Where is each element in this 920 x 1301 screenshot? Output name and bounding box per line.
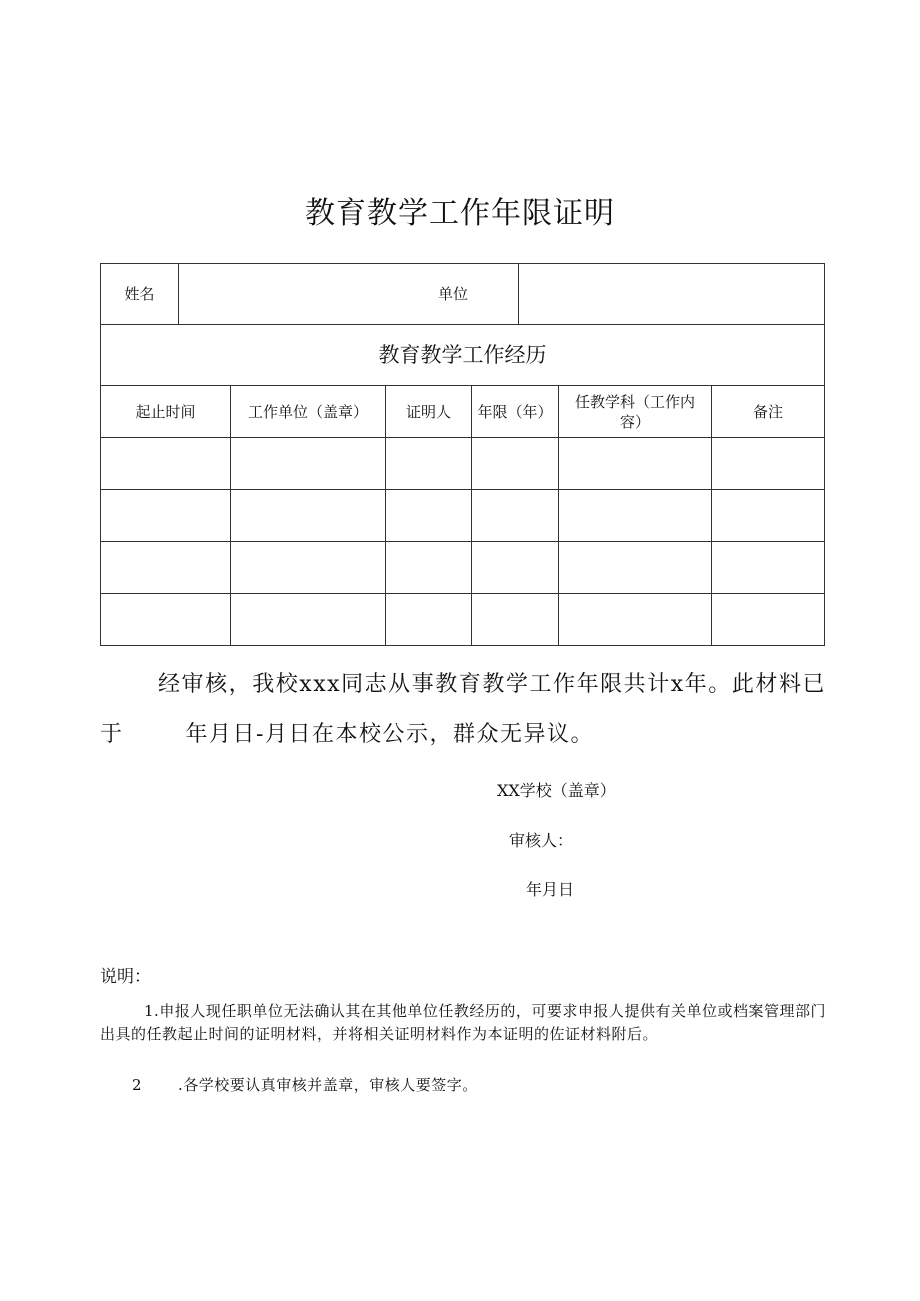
note-item-2 [100, 1074, 826, 1097]
table-cell[interactable] [712, 438, 825, 490]
section-heading: 教育教学工作经历 [101, 325, 825, 386]
info-row [101, 264, 825, 325]
table-cell[interactable] [386, 594, 472, 646]
header-cell: 任教学科（工作内容） [559, 386, 712, 438]
table-cell[interactable] [386, 542, 472, 594]
table-cell[interactable] [559, 490, 712, 542]
table-row [101, 594, 825, 646]
table-cell[interactable] [559, 542, 712, 594]
table-cell[interactable] [386, 438, 472, 490]
table-cell[interactable] [559, 594, 712, 646]
table-cell[interactable] [231, 438, 386, 490]
table-cell[interactable] [231, 594, 386, 646]
reviewer-line: 审核人： [509, 831, 574, 850]
header-cell: 年限（年） [472, 386, 559, 438]
header-cell: 备注 [712, 386, 825, 438]
name-field[interactable] [179, 264, 519, 324]
header-cell: 工作单位（盖章） [231, 386, 386, 438]
note-item-1: 1.申报人现任职单位无法确认其在其他单位任教经历的，可要求申报人提供有关单位或档案管理部门出具的任教起止时间的证明材料，并将相关证明材料作为本证明的佐证材料附后。 [100, 1002, 826, 1043]
table-cell[interactable] [472, 594, 559, 646]
notes-label: 说明： [100, 967, 151, 987]
statement-part-2: 年月日-月日在本校公示，群众无异议。 [185, 722, 594, 747]
table-cell[interactable] [386, 490, 472, 542]
table-cell[interactable] [101, 438, 231, 490]
note-item-2-text: .各学校要认真审核并盖章，审核人要签字。 [178, 1076, 478, 1094]
unit-field[interactable] [519, 264, 824, 324]
table-header-row [101, 386, 825, 438]
table-cell[interactable] [472, 542, 559, 594]
note-item-2-number: 2 [131, 1076, 142, 1094]
header-cell: 证明人 [386, 386, 472, 438]
table-cell[interactable] [101, 594, 231, 646]
table-cell[interactable] [712, 490, 825, 542]
table-cell[interactable] [101, 542, 231, 594]
date-line: 年月日 [526, 880, 575, 899]
school-seal-line: XX学校（盖章） [497, 781, 616, 800]
table-cell[interactable] [101, 490, 231, 542]
page-title: 教育教学工作年限证明 [305, 196, 615, 231]
statement-part-1: 经审核，我校xxx同志从事教育教学工作年限共计x年。此材料已于 [100, 672, 826, 747]
unit-label: 单位 [437, 285, 468, 303]
table-cell[interactable] [559, 438, 712, 490]
table-cell[interactable] [472, 490, 559, 542]
table-cell[interactable] [231, 490, 386, 542]
table-row [101, 490, 825, 542]
certificate-table [100, 263, 825, 646]
table-row [101, 438, 825, 490]
table-cell[interactable] [472, 438, 559, 490]
table-cell[interactable] [712, 594, 825, 646]
statement-paragraph [100, 660, 826, 760]
name-label: 姓名 [101, 264, 179, 324]
table-cell[interactable] [231, 542, 386, 594]
header-cell: 起止时间 [101, 386, 231, 438]
table-row [101, 542, 825, 594]
table-cell[interactable] [712, 542, 825, 594]
